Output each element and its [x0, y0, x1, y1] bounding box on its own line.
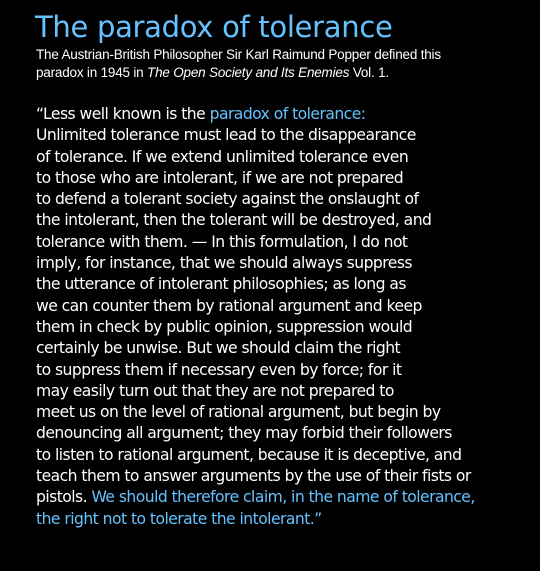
quote-line: the intolerant, then the tolerant will be destroyed, and — [36, 211, 432, 230]
quote-line: denouncing all argument; they may forbid their followers — [36, 424, 452, 443]
quote-line: Unlimited tolerance must lead to the disappearance — [36, 126, 416, 145]
book-title: The Open Society and Its Enemies — [147, 65, 350, 80]
subtitle-text-3: Vol. 1. — [349, 65, 389, 80]
quote-line: to listen to rational argument, because it is deceptive, and — [36, 445, 462, 464]
page-title: The paradox of tolerance — [35, 10, 393, 44]
quote-line: to defend a tolerant society against the onslaught of — [36, 190, 419, 209]
quote-line: of tolerance. If we extend unlimited tolerance even — [36, 147, 409, 166]
quote-line: to those who are intolerant, if we are not prepared — [36, 168, 404, 187]
quote-line: to suppress them if necessary even by force; for it — [36, 360, 402, 379]
subtitle — [36, 46, 536, 82]
quote-line-19 — [36, 487, 536, 508]
quote-line: teach them to answer arguments by the use of their fists or — [36, 467, 471, 486]
conclusion-highlight: We should therefore claim, in the name of tolerance, — [91, 488, 475, 507]
quote-line-1 — [36, 104, 536, 125]
quote-line: them in check by public opinion, suppression would — [36, 317, 413, 336]
quote-line: meet us on the level of rational argument, but begin by — [36, 403, 441, 422]
paradox-term-highlight: paradox of tolerance: — [209, 105, 366, 123]
subtitle-text-1: The Austrian-British Philosopher Sir Karl Raimund Popper defined this — [36, 47, 441, 62]
conclusion-highlight-end: the right not to tolerate the intolerant.” — [36, 509, 322, 528]
quote-line: we can counter them by rational argument and keep — [36, 296, 422, 315]
quote-line: certainly be unwise. But we should claim the right — [36, 339, 401, 358]
quote-line: the utterance of intolerant philosophies; as long as — [36, 275, 406, 294]
quote-line-1-text: “Less well known is the — [36, 105, 210, 123]
quote-line: tolerance with them. — In this formulation, I do not — [36, 232, 408, 251]
subtitle-text-2: paradox in 1945 in — [36, 65, 148, 80]
quote-line-19-text: pistols. — [36, 488, 92, 507]
popper-quote — [36, 104, 536, 530]
quote-line: imply, for instance, that we should always suppress — [36, 254, 412, 273]
quote-line: may easily turn out that they are not prepared to — [36, 381, 394, 400]
